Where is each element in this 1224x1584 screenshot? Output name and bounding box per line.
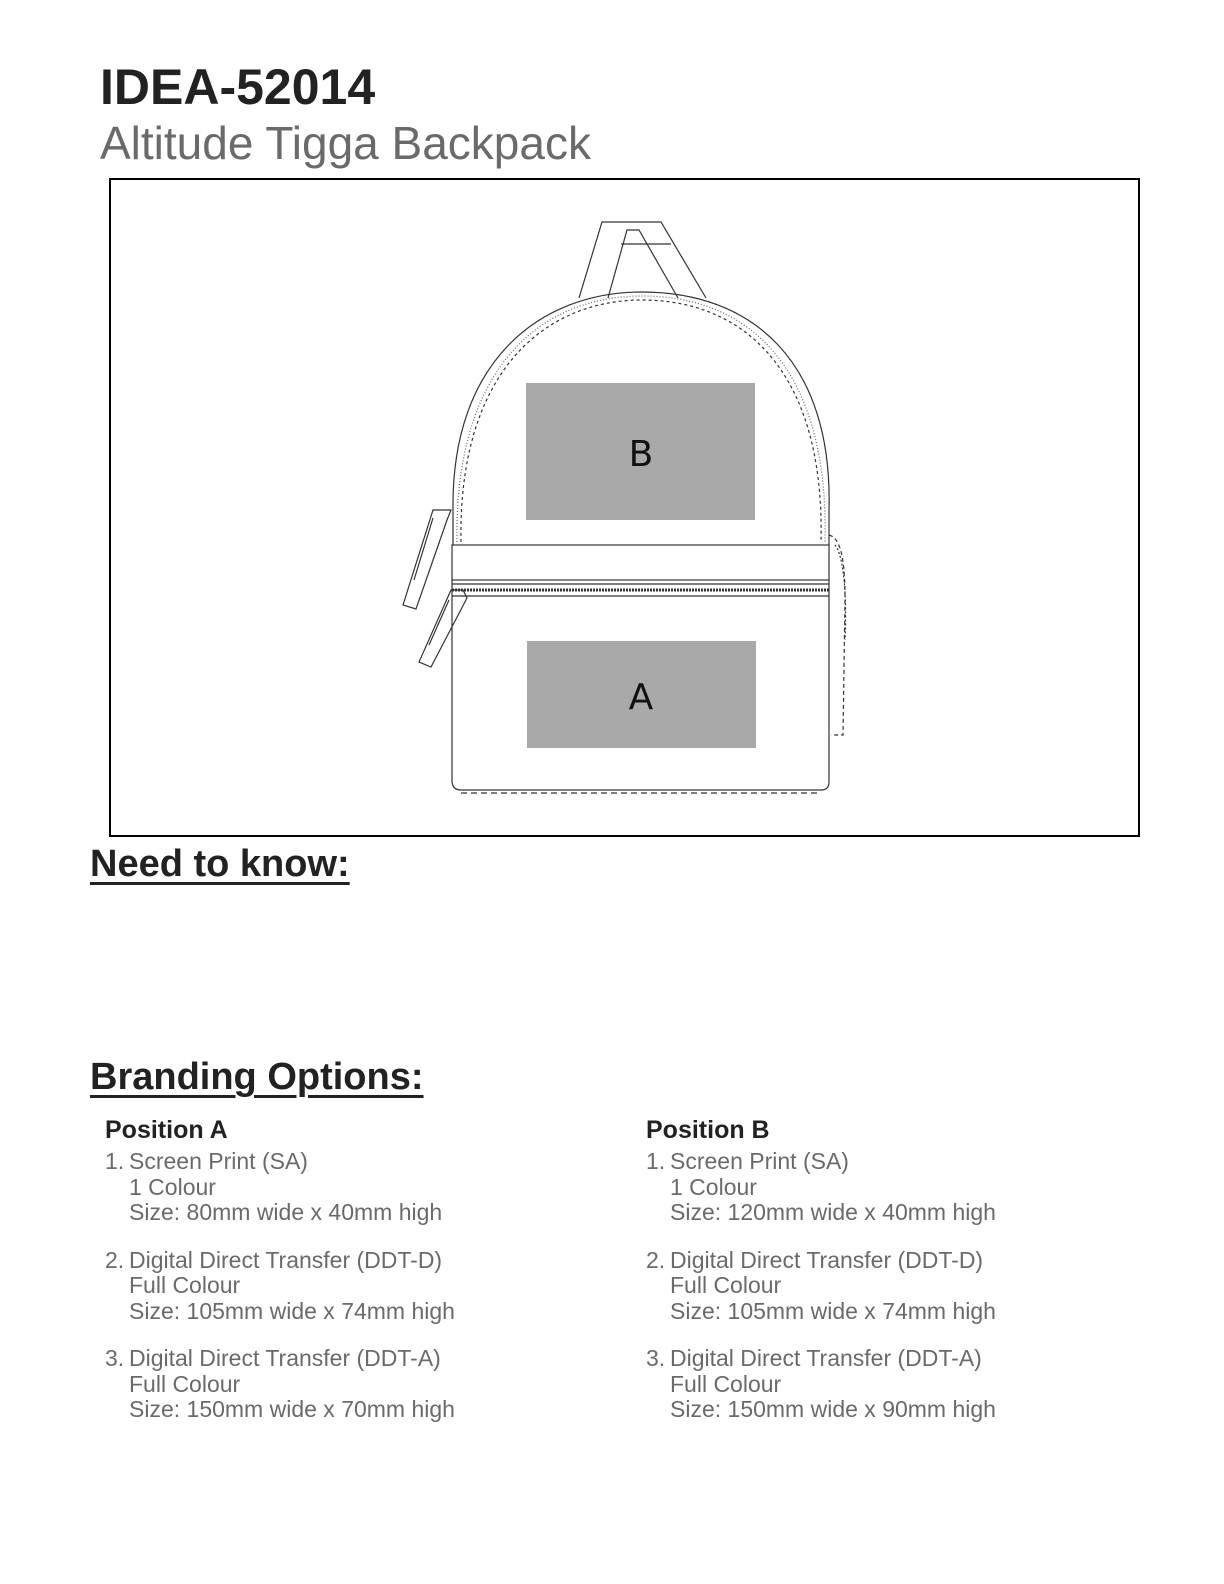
option-method: Digital Direct Transfer (DDT-A) [129, 1345, 441, 1371]
option-colour: Full Colour [670, 1370, 782, 1397]
option-number: 3. [105, 1345, 125, 1371]
zipper-puller-left [403, 510, 451, 609]
zipper-puller-right [419, 590, 467, 667]
product-diagram-frame [109, 178, 1140, 837]
option-method: Screen Print (SA) [670, 1148, 849, 1174]
option-colour: 1 Colour [129, 1173, 216, 1200]
print-zone-b-label: B [628, 434, 654, 475]
position-b-title: Position B [646, 1116, 770, 1144]
option-number: 2. [105, 1246, 125, 1273]
need-to-know-heading: Need to know: [90, 843, 350, 885]
option-number: 3. [646, 1345, 666, 1371]
position-a-title: Position A [105, 1116, 228, 1144]
option-item [646, 1149, 1126, 1226]
option-colour: 1 Colour [670, 1173, 757, 1200]
handle-inner [608, 230, 678, 298]
option-colour: Full Colour [129, 1272, 241, 1298]
option-size: Size: 150mm wide x 70mm high [129, 1396, 455, 1422]
backpack-line-drawing [111, 180, 1138, 835]
option-item [105, 1149, 585, 1226]
option-size: Size: 80mm wide x 40mm high [129, 1199, 443, 1225]
option-item [646, 1346, 1126, 1423]
handle-outer [579, 222, 706, 298]
option-item [105, 1248, 585, 1325]
option-method: Screen Print (SA) [129, 1148, 308, 1174]
option-colour: Full Colour [129, 1370, 241, 1397]
option-method: Digital Direct Transfer (DDT-D) [129, 1246, 443, 1273]
option-method: Digital Direct Transfer (DDT-D) [670, 1246, 984, 1273]
option-method: Digital Direct Transfer (DDT-A) [670, 1345, 982, 1371]
print-zone-a-label: A [628, 677, 654, 718]
zip-band [452, 545, 829, 580]
option-number: 2. [646, 1246, 666, 1273]
position-b-column [646, 1116, 1126, 1445]
option-colour: Full Colour [670, 1272, 782, 1298]
option-number: 1. [105, 1148, 125, 1174]
option-size: Size: 120mm wide x 40mm high [670, 1199, 996, 1225]
product-title: Altitude Tigga Backpack [100, 117, 591, 169]
option-size: Size: 150mm wide x 90mm high [670, 1396, 996, 1422]
position-a-column [105, 1116, 585, 1445]
option-item [646, 1248, 1126, 1325]
product-code: IDEA-52014 [100, 59, 376, 115]
option-size: Size: 105mm wide x 74mm high [670, 1297, 996, 1324]
option-number: 1. [646, 1148, 666, 1174]
branding-options-heading: Branding Options: [90, 1056, 424, 1098]
option-size: Size: 105mm wide x 74mm high [129, 1297, 455, 1324]
option-item [105, 1346, 585, 1423]
